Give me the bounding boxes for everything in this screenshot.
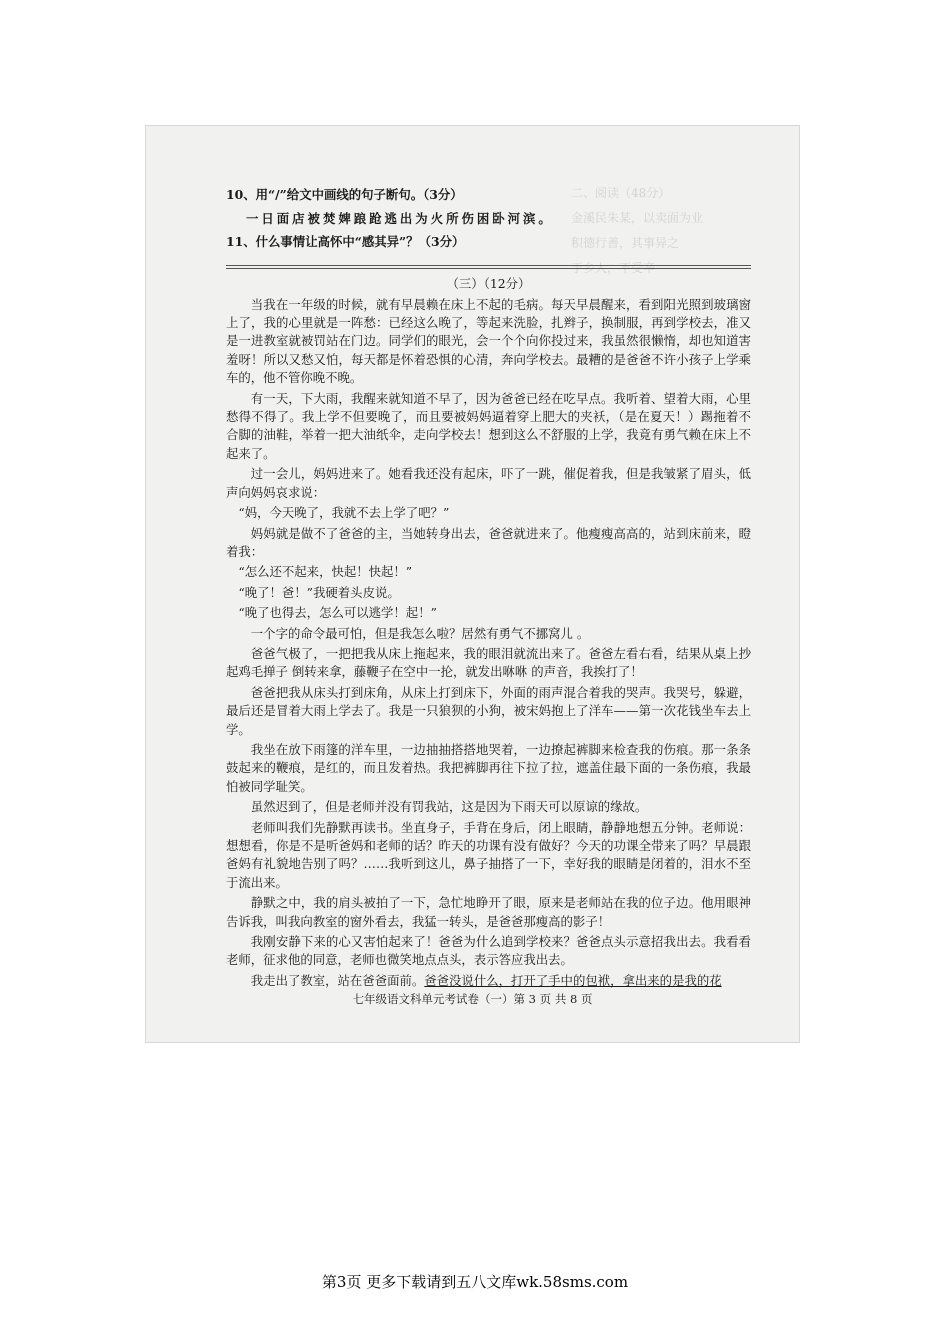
paragraph: 老师叫我们先静默再读书。坐直身子，手背在身后，闭上眼睛，静静地想五分钟。老师说：想想看，你是不是听爸妈和老师的话？昨天的功课有没有做好？今天的功课全带来了吗？早晨跟爸妈有礼貌地告别了吗？……我听到这儿，鼻子抽搭了一下，幸好我的眼睛是闭着的，泪水不至于流出来。 [226, 819, 751, 890]
bleed-through-text: 二、阅读（48分） 金溪民朱某，以卖面为业 积德行善，其事异之 于乡人，不受辛 [571, 186, 704, 275]
paragraph-last [226, 972, 751, 990]
paragraph: 爸爸气极了，一把把我从床上拖起来，我的眼泪就流出来了。爸爸左看右看，结果从桌上抄起鸡毛掸子 倒转来拿，藤鞭子在空中一抡，就发出咻咻 的声音，我挨打了！ [226, 645, 751, 680]
question-11: 11、什么事情让高怀中“感其异”？（3分） [226, 233, 465, 249]
exam-page-footer: 七年级语文科单元考试卷（一）第 3 页 共 8 页 [352, 992, 593, 1006]
paragraph: 虽然迟到了，但是老师并没有罚我站，这是因为下雨天可以原谅的缘故。 [250, 799, 648, 815]
paragraph: 过一会儿，妈妈进来了。她看我还没有起床，吓了一跳，催促着我，但是我皱紧了眉头，低声向妈妈哀求说： [226, 466, 751, 500]
paragraph: 妈妈就是做不了爸爸的主，当她转身出去，爸爸就进来了。他瘦瘦高高的，站到床前来，瞪着我： [226, 525, 751, 559]
question-10: 10、用“/”给文中画线的句子断句。（3分） [226, 187, 463, 202]
paragraph: 我坐在放下雨篷的洋车里，一边抽抽搭搭地哭着，一边撩起裤脚来检查我的伤痕。那一条条鼓起来的鞭痕，是红的，而且发着热。我把裤脚再往下拉了拉，遮盖住最下面的一条伤痕，我最怕被同学耻笑。 [226, 741, 751, 794]
underlined-sentence: 爸爸没说什么，打开了手中的包袱，拿出来的是我的花 [424, 972, 722, 988]
question-10-sentence: 一日面店被焚婢踉跄逃出为火所伤困卧河滨。 [246, 211, 554, 227]
last-line-text: 我走出了教室，站在爸爸面前。 [250, 972, 425, 988]
paragraph: 当我在一年级的时候，就有早晨赖在床上不起的毛病。每天早晨醒来，看到阳光照到玻璃窗上了，我的心里就是一阵愁：已经这么晚了，等起来洗脸，扎辫子，换制服，再到学校去，准又是一进教室就被罚站在门边。同学们的眼光，会一个个向你投过来，我虽然很懒惰，却也知道害羞呀！所以又愁又怕，每天都是怀着恐惧的心清，奔向学校去。最糟的是爸爸不许小孩子上学乘车的，他不管你晚不晚。 [226, 296, 751, 386]
dialog-line: “晚了也得去，怎么可以逃学！起！” [238, 605, 437, 621]
page-caption: 第3页 更多下载请到五八文库wk.58sms.com [321, 1273, 629, 1291]
answer-line-2 [226, 268, 751, 269]
dialog-line: “妈，今天晚了，我就不去上学了吧？” [238, 505, 450, 521]
dialog-line: “怎么还不起来，快起！快起！” [238, 564, 413, 580]
paragraph: 一个字的命令最可怕，但是我怎么啦？居然有勇气不挪窝儿 。 [250, 625, 590, 641]
scanned-exam-page [145, 125, 800, 1043]
paragraph: 爸爸把我从床头打到床角，从床上打到床下，外面的雨声混合着我的哭声。我哭号，躲避，最后还是冒着大雨上学去了。我是一只狼狈的小狗，被宋妈抱上了洋车——第一次花钱坐车去上学。 [226, 684, 751, 737]
dialog-line: “晚了！爸！”我硬着头皮说。 [238, 584, 400, 600]
paragraph: 我刚安静下来的心又害怕起来了！爸爸为什么追到学校来？爸爸点头示意招我出去。我看看老师，征求他的同意，老师也微笑地点点头，表示答应我出去。 [226, 934, 751, 968]
paragraph: 静默之中，我的肩头被拍了一下，急忙地睁开了眼，原来是老师站在我的位子边。他用眼神告诉我，叫我向教室的窗外看去，我猛一转头，是爸爸那瘦高的影子！ [226, 895, 751, 929]
page-content [226, 186, 751, 992]
section-title: （三）（12分） [446, 276, 531, 292]
answer-line-1 [226, 265, 751, 266]
paragraph: 有一天，下大雨，我醒来就知道不早了，因为爸爸已经在吃早点。我听着、望着大雨，心里愁得不得了。我上学不但要晚了，而且要被妈妈逼着穿上肥大的夹袄，（是在夏天！）踢拖着不合脚的油鞋，举着一把大油纸伞，走向学校去！想到这么不舒服的上学，我竟有勇气赖在床上不起来了。 [226, 390, 751, 461]
